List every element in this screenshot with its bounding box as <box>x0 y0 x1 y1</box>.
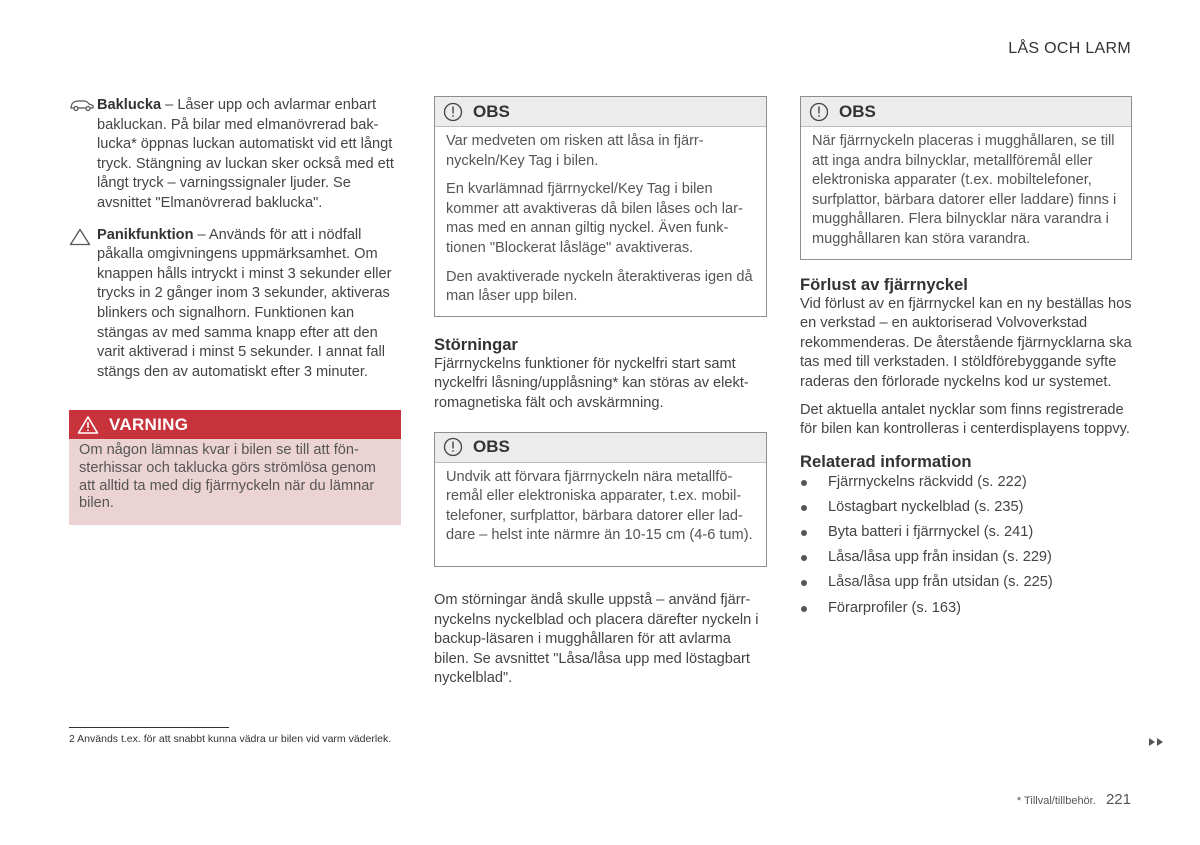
related-item[interactable]: Fjärrnyckelns räckvidd (s. 222) <box>800 473 1132 493</box>
info-icon <box>443 102 463 122</box>
car-trunk-icon <box>69 96 97 116</box>
page-footer <box>1017 791 1131 808</box>
bullet-icon <box>801 480 807 486</box>
obs-box-1 <box>434 96 767 317</box>
related-heading: Relaterad information <box>800 451 972 471</box>
storningar-heading: Störningar <box>434 334 518 354</box>
column-right <box>800 96 1132 624</box>
forlust-paragraph-2: Det aktuella antalet nycklar som finns registrerade för bilen kan kontrolleras i centerdisplayens toppvy. <box>800 401 1130 438</box>
info-icon <box>809 102 829 122</box>
related-section <box>800 452 1132 619</box>
warning-triangle-icon <box>69 228 97 248</box>
bullet-icon <box>801 505 807 511</box>
obs1-paragraph-3: Den avaktiverade nyckeln återaktiveras igen då man låser upp bilen. <box>446 268 753 305</box>
obs1-paragraph-1: Var medveten om risken att låsa in fjärrnyckeln/Key Tag i bilen. <box>446 133 704 169</box>
footnote: 2 Används t.ex. för att snabbt kunna vädra ur bilen vid varm väderlek. <box>69 733 392 745</box>
obs-header-3 <box>801 97 1131 127</box>
baklucka-definition <box>69 96 401 214</box>
obs-title-2: OBS <box>473 437 510 457</box>
obs-title-1: OBS <box>473 101 510 121</box>
warning-text: Om någon lämnas kvar i bilen se till att fönsterhissar och taklucka görs strömlösa genom att alltid ta med dig fjärrnyckeln när du lämnar bilen. <box>79 442 376 512</box>
page-number: 221 <box>1105 791 1131 808</box>
obs-body-3 <box>801 127 1131 259</box>
related-item[interactable]: Låsa/låsa upp från utsidan (s. 225) <box>800 573 1132 593</box>
storningar-closing-text: Om störningar ändå skulle uppstå – använd fjärrnyckelns nyckelblad och placera därefter nyckeln i backup-läsaren i mugghållaren för att avlarma bilen. Se avsnittet "Låsa/låsa upp med löstagbart nyckelblad". <box>434 591 759 687</box>
panik-definition <box>69 226 401 383</box>
obs-header-2 <box>435 433 766 463</box>
warning-icon <box>77 415 99 435</box>
column-left <box>69 96 401 525</box>
panik-text: – Används för att i nödfall påkalla omgivningens uppmärksamhet. Om knappen hålls intryckt i minst 3 sekunder eller trycks in 2 gånger inom 3 sekunder, aktiveras blinkers och signalhorn. Funktionen kan stängas av med samma knapp efter att den varit aktiverad i minst 5 sekunder. I annat fall stängs den av automatiskt efter 3 minuter. <box>97 226 392 380</box>
obs-box-2 <box>434 432 767 567</box>
related-item[interactable]: Löstagbart nyckelblad (s. 235) <box>800 498 1132 518</box>
baklucka-text: – Låser upp och avlarmar enbart bakluckan. På bilar med elmanövrerad baklucka* öppnas luckan automatiskt vid ett långt tryck. Stängning av luckan sker också med ett långt tryck – varningssignaler ljuder. Se avsnittet "Elmanövrerad baklucka". <box>97 97 394 211</box>
info-icon <box>443 437 463 457</box>
forlust-heading: Förlust av fjärrnyckel <box>800 274 968 294</box>
baklucka-term: Baklucka <box>97 97 162 113</box>
obs3-paragraph-1: När fjärrnyckeln placeras i mugghållaren, se till att inga andra bilnycklar, metallföremål eller elektroniska apparater (t.ex. mobiltelefoner, surfplattor, bärbara datorer eller laddare) finns i mugghållaren. Flera bilnycklar nära varandra i mugghållaren kan störa varandra. <box>812 133 1117 247</box>
section-title: LÅS OCH LARM <box>1008 40 1131 57</box>
bullet-icon <box>801 580 807 586</box>
warning-title: VARNING <box>109 415 189 435</box>
warning-header <box>69 410 401 439</box>
column-middle <box>434 96 767 697</box>
forlust-paragraph-1: Vid förlust av en fjärrnyckel kan en ny beställas hos en verkstad – en auktoriserad Volvoverkstad rekommenderas. De återstående fjärrnycklarna ska tas med till verkstaden. I stöldförebyggande syfte raderas den förlorade nyckelns kod ur systemet. <box>800 295 1132 390</box>
storningar-text: Fjärrnyckelns funktioner för nyckelfri start samt nyckelfri låsning/upplåsning* kan störas av elektromagnetiska fält och avskärmning. <box>434 355 749 411</box>
double-arrow-right-icon[interactable] <box>1148 737 1166 750</box>
bullet-icon <box>801 530 807 536</box>
obs1-paragraph-2: En kvarlämnad fjärrnyckel/Key Tag i bilen kommer att avaktiveras då bilen låses och larmas med en annan giltig nyckel. Även funktionen "Blockerat låsläge" avaktiveras. <box>446 181 743 256</box>
bullet-icon <box>801 555 807 561</box>
footnote-divider <box>69 727 229 728</box>
obs-body-1 <box>435 127 766 316</box>
obs-title-3: OBS <box>839 101 876 121</box>
obs-header-1 <box>435 97 766 127</box>
optional-note: * Tillval/tillbehör. <box>1016 795 1096 807</box>
bullet-icon <box>801 606 807 612</box>
related-item[interactable]: Låsa/låsa upp från insidan (s. 229) <box>800 548 1132 568</box>
related-item[interactable]: Förarprofiler (s. 163) <box>800 599 1132 619</box>
obs-box-3 <box>800 96 1132 260</box>
forlust-section <box>800 275 1132 440</box>
storningar-section <box>434 335 767 414</box>
related-item[interactable]: Byta batteri i fjärrnyckel (s. 241) <box>800 523 1132 543</box>
panik-term: Panikfunktion <box>97 226 194 243</box>
obs-body-2 <box>435 463 766 566</box>
related-list <box>800 473 1132 619</box>
obs2-paragraph-1: Undvik att förvara fjärrnyckeln nära metallföremål eller elektroniska apparater, t.ex. mobiltelefoner, surfplattor, bärbara datorer eller laddare – helst inte närmre än 10-15 cm (4-6 tum). <box>446 468 753 544</box>
warning-box <box>69 410 401 524</box>
